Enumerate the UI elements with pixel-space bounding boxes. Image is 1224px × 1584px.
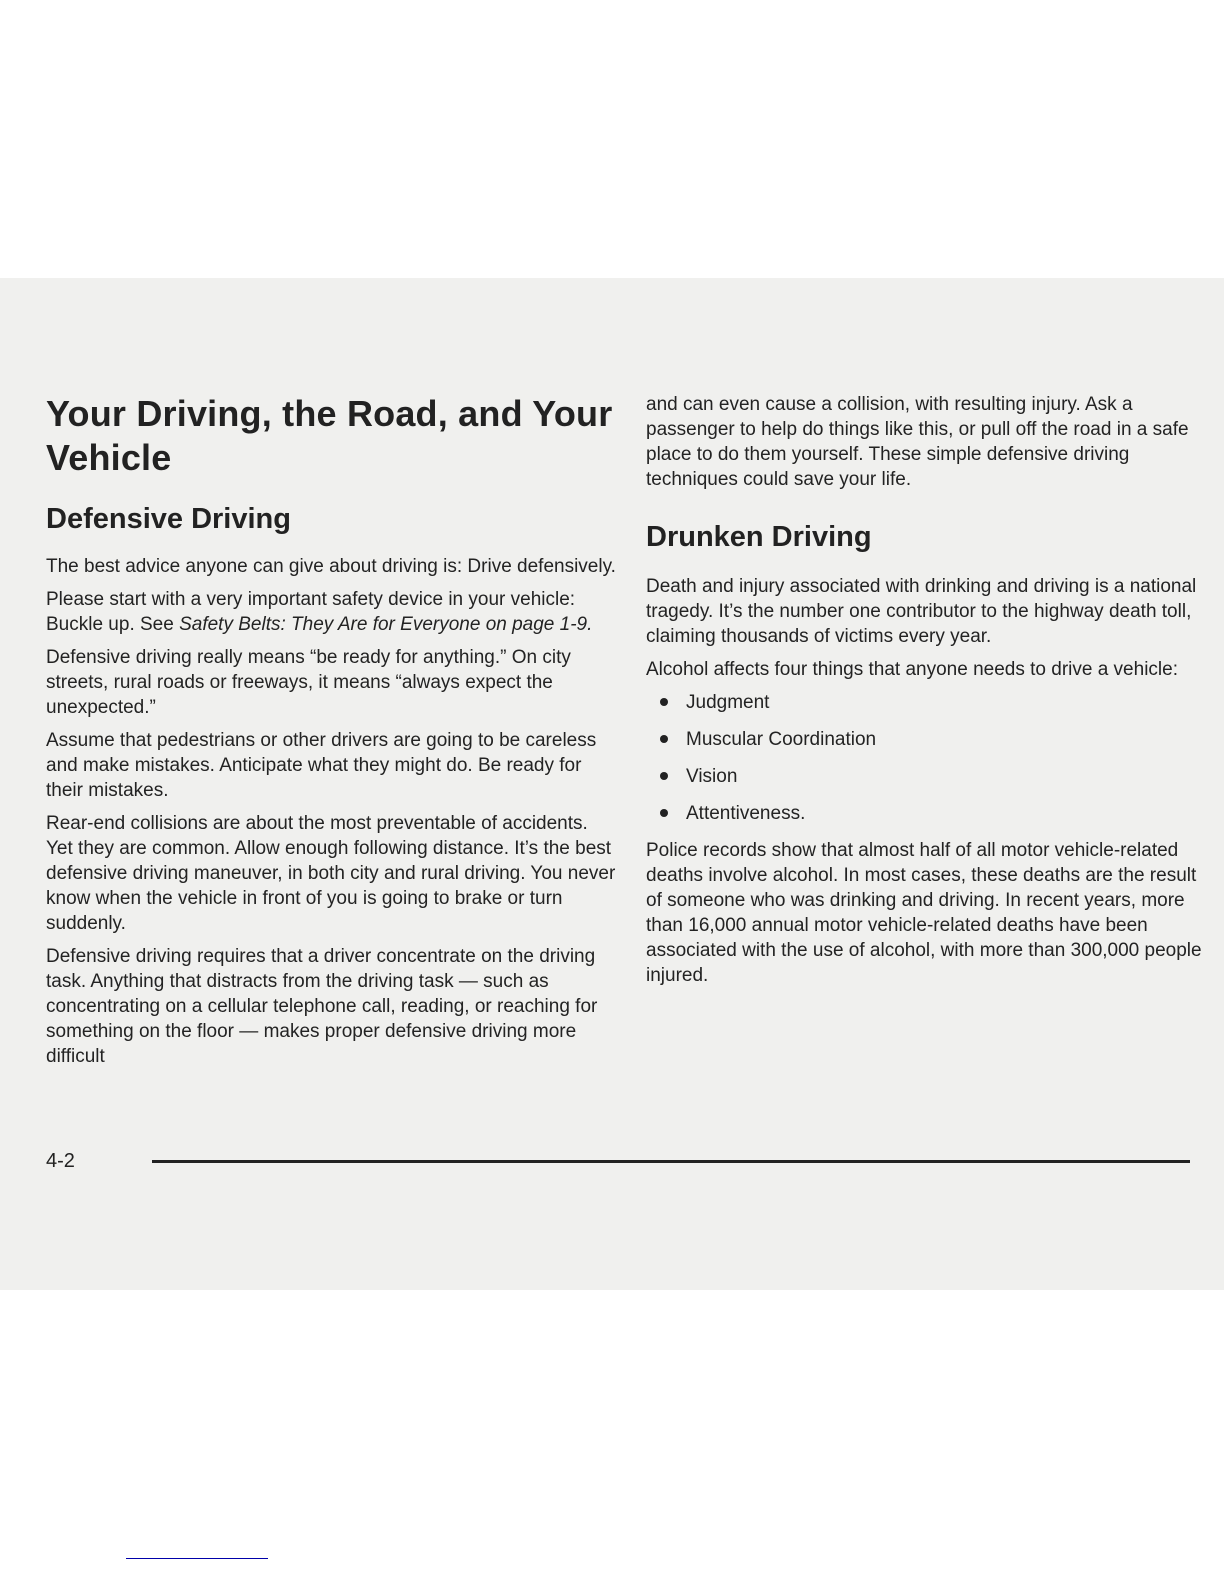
list-item-label: Attentiveness. (686, 803, 806, 824)
page-title: Your Driving, the Road, and Your Vehicle (46, 393, 613, 478)
paragraph: Alcohol affects four things that anyone needs to drive a vehicle: (646, 659, 1178, 680)
bullet-icon (660, 735, 668, 743)
paragraph: The best advice anyone can give about driving is: Drive defensively. (46, 556, 616, 577)
right-column (646, 392, 1206, 996)
paragraph: Defensive driving really means “be ready for anything.” On city streets, rural roads or freeways, it means “always expect the unexpected.” (46, 647, 571, 718)
paragraph (46, 587, 616, 637)
cross-reference-link[interactable]: Safety Belts: They Are for Everyone on page 1-9. (179, 614, 593, 635)
paragraph-text: Please start with a very important safety device in your vehicle: Buckle up. See (46, 589, 576, 635)
page-number: 4-2 (46, 1150, 75, 1172)
bullet-icon (660, 809, 668, 817)
bullet-list (646, 690, 1206, 826)
bullet-icon (660, 698, 668, 706)
section-heading-defensive-driving: Defensive Driving (46, 503, 291, 535)
list-item (660, 690, 1206, 715)
section-heading-drunken-driving: Drunken Driving (646, 521, 872, 553)
list-item (660, 764, 1206, 789)
bottom-divider (126, 1558, 268, 1559)
list-item-label: Vision (686, 766, 738, 787)
list-item (660, 801, 1206, 826)
paragraph: Police records show that almost half of all motor vehicle-related deaths involve alcohol. In most cases, these deaths are the result of someone who was drinking and driving. In recent years, more than 16,000 annual motor vehicle-related deaths have been associated with the use of alcohol, with more than 300,000 people injured. (646, 840, 1202, 986)
paragraph: Assume that pedestrians or other drivers are going to be careless and make mistakes. Anticipate what they might do. Be ready for their mistakes. (46, 730, 597, 801)
footer-divider (152, 1160, 1190, 1163)
paragraph: and can even cause a collision, with resulting injury. Ask a passenger to help do things like this, or pull off the road in a safe place to do them yourself. These simple defensive driving techniques could save your life. (646, 394, 1189, 490)
paragraph: Defensive driving requires that a driver concentrate on the driving task. Anything that distracts from the driving task — such as concentrating on a cellular telephone call, reading, or reaching for something on the floor — makes proper defensive driving more difficult (46, 946, 598, 1067)
list-item-label: Muscular Coordination (686, 729, 877, 750)
paragraph: Rear-end collisions are about the most preventable of accidents. Yet they are common. Allow enough following distance. It’s the best defensive driving maneuver, in both city and rural driving. You never know when the vehicle in front of you is going to brake or turn suddenly. (46, 813, 616, 934)
list-item (660, 727, 1206, 752)
bullet-icon (660, 772, 668, 780)
list-item-label: Judgment (686, 692, 770, 713)
paragraph: Death and injury associated with drinking and driving is a national tragedy. It’s the number one contributor to the highway death toll, claiming thousands of victims every year. (646, 576, 1197, 647)
left-column (46, 392, 616, 1077)
